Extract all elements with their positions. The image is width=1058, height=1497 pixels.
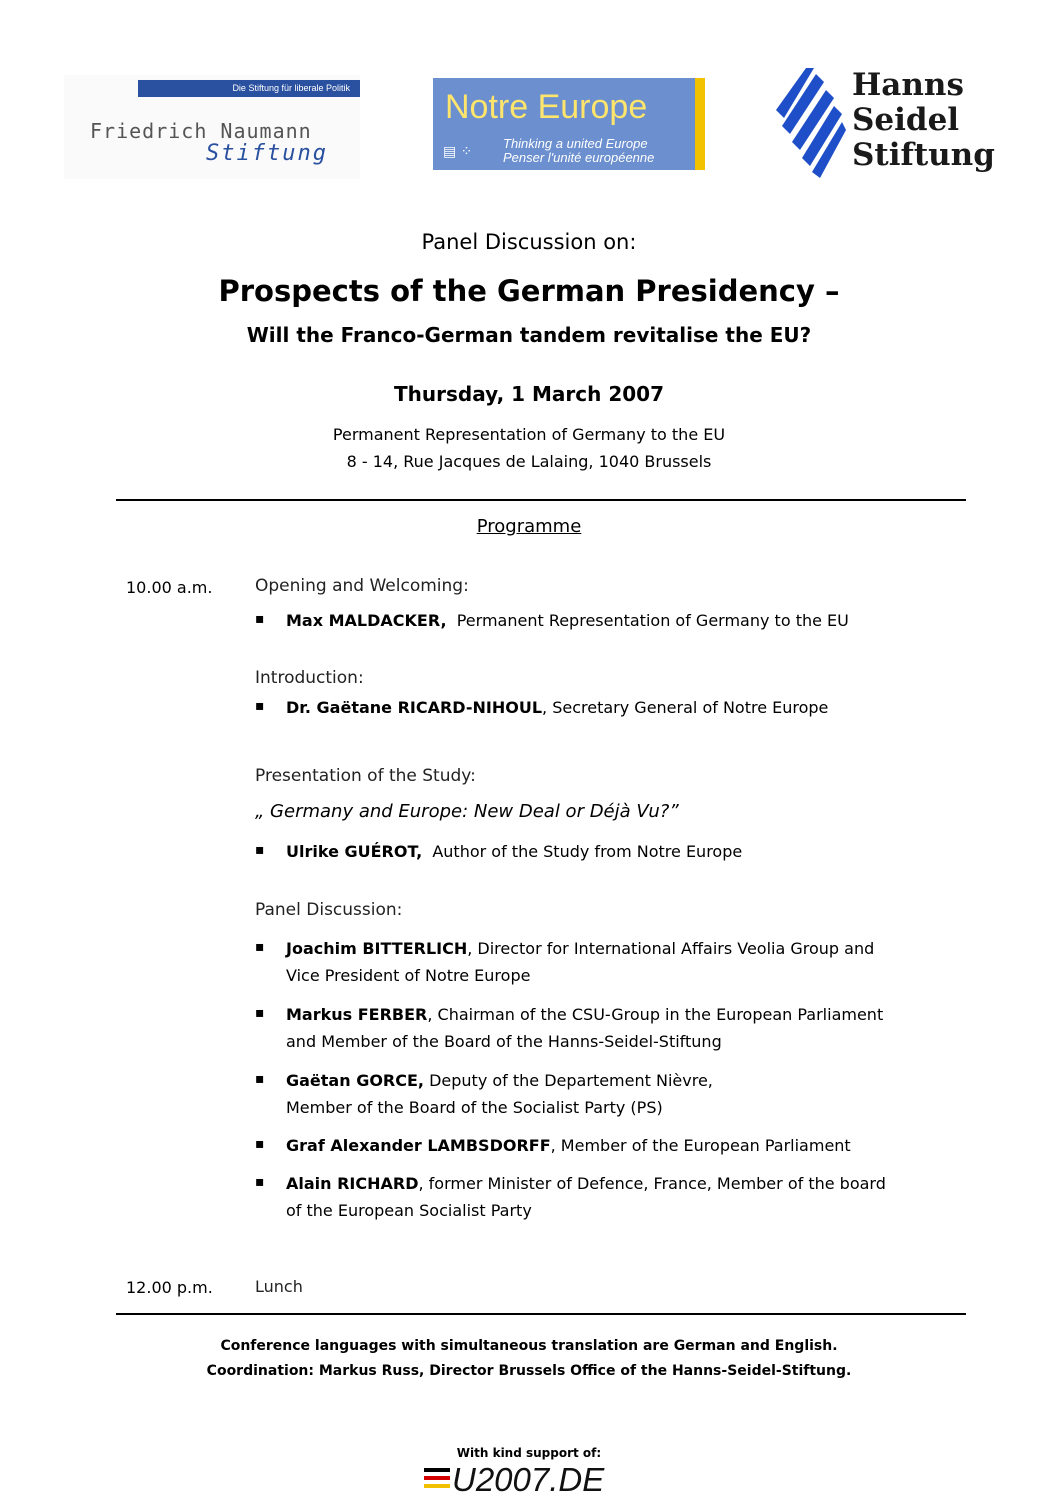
time-opening: 10.00 a.m. — [126, 578, 213, 597]
bullet: ▪ — [255, 1071, 265, 1087]
list-item — [286, 1001, 936, 1055]
speaker-desc: Author of the Study from Notre Europe — [432, 842, 743, 861]
list-item — [286, 694, 936, 721]
speaker-desc-2: Member of the Board of the Socialist Party (PS) — [286, 1098, 663, 1117]
speaker-desc: , Director for International Affairs Veolia Group and — [467, 939, 875, 958]
divider-bottom — [116, 1313, 966, 1315]
hanns-seidel-logo-text — [852, 68, 995, 173]
speaker-desc-2: and Member of the Board of the Hanns-Seidel-Stiftung — [286, 1032, 722, 1051]
speaker-desc-2: Vice President of Notre Europe — [286, 966, 531, 985]
speaker-desc: Permanent Representation of Germany to the EU — [456, 611, 849, 630]
opening-label: Opening and Welcoming: — [255, 576, 469, 596]
bullet: ▪ — [255, 611, 265, 627]
speaker-name: Gaëtan GORCE, — [286, 1071, 424, 1090]
eu2007-logo — [424, 1460, 624, 1496]
speaker-desc: , Chairman of the CSU-Group in the European Parliament — [427, 1005, 884, 1024]
page-subtitle: Will the Franco-German tandem revitalise the EU? — [246, 323, 812, 347]
programme-heading: Programme — [476, 516, 582, 537]
eu-logo-text: U2007.DE — [452, 1461, 605, 1496]
speaker-desc: , Member of the European Parliament — [550, 1136, 851, 1155]
event-date: Thursday, 1 March 2007 — [394, 382, 664, 406]
footer-languages: Conference languages with simultaneous translation are German and English. — [220, 1338, 838, 1354]
footer-coordination: Coordination: Markus Russ, Director Brussels Office of the Hanns-Seidel-Stiftung. — [206, 1363, 852, 1379]
study-title: „ Germany and Europe: New Deal or Déjà Vu?” — [255, 801, 679, 822]
bullet: ▪ — [255, 1005, 265, 1021]
study-label: Presentation of the Study: — [255, 766, 476, 786]
speaker-name: Dr. Gaëtane RICARD-NIHOUL — [286, 698, 543, 717]
speaker-name: Graf Alexander LAMBSDORFF — [286, 1136, 551, 1155]
time-lunch: 12.00 p.m. — [126, 1278, 213, 1297]
divider-top — [116, 499, 966, 501]
bullet: ▪ — [255, 842, 265, 858]
notre-europe-title: Notre Europe — [445, 88, 648, 126]
bullet: ▪ — [255, 1136, 265, 1152]
venue-address: 8 - 14, Rue Jacques de Lalaing, 1040 Brussels — [346, 452, 712, 471]
hss-line3: Stiftung — [852, 137, 995, 173]
notre-europe-logo — [433, 78, 705, 170]
lunch-label: Lunch — [255, 1277, 303, 1296]
hss-line1: Hanns — [852, 67, 964, 103]
venue-name: Permanent Representation of Germany to the EU — [332, 425, 726, 444]
bullet: ▪ — [255, 939, 265, 955]
speaker-desc: Deputy of the Departement Nièvre, — [429, 1071, 713, 1090]
notre-europe-tagline-en: Thinking a united Europe — [503, 136, 648, 151]
speaker-name: Joachim BITTERLICH — [286, 939, 468, 958]
speaker-name: Markus FERBER — [286, 1005, 428, 1024]
hss-line2: Seidel — [852, 102, 960, 138]
hanns-seidel-stripes-icon — [776, 68, 846, 178]
notre-europe-tagline-fr: Penser l'unité européenne — [503, 150, 655, 165]
panel-label: Panel Discussion: — [255, 900, 403, 920]
list-item — [286, 607, 936, 634]
list-item — [286, 935, 936, 989]
fns-stiftung: Stiftung — [206, 141, 328, 166]
bullet: ▪ — [255, 1174, 265, 1190]
bullet: ▪ — [255, 698, 265, 714]
support-label: With kind support of: — [456, 1446, 602, 1460]
panel-heading: Panel Discussion on: — [421, 230, 637, 254]
speaker-name: Alain RICHARD — [286, 1174, 419, 1193]
speaker-desc: , former Minister of Defence, France, Member of the board — [418, 1174, 886, 1193]
list-item — [286, 1067, 936, 1121]
speaker-desc-2: of the European Socialist Party — [286, 1201, 532, 1220]
list-item — [286, 838, 936, 865]
intro-label: Introduction: — [255, 668, 364, 688]
list-item — [286, 1132, 936, 1159]
friedrich-naumann-logo — [64, 75, 360, 179]
fns-tagline: Die Stiftung für liberale Politik — [138, 80, 360, 97]
page-title: Prospects of the German Presidency – — [218, 274, 840, 308]
eu-stars-icon: ▤ ⁘ — [443, 144, 473, 160]
fns-name: Friedrich Naumann — [90, 119, 312, 143]
list-item — [286, 1170, 936, 1224]
speaker-desc: , Secretary General of Notre Europe — [542, 698, 829, 717]
speaker-name: Max MALDACKER, — [286, 611, 447, 630]
speaker-name: Ulrike GUÉROT, — [286, 842, 423, 861]
